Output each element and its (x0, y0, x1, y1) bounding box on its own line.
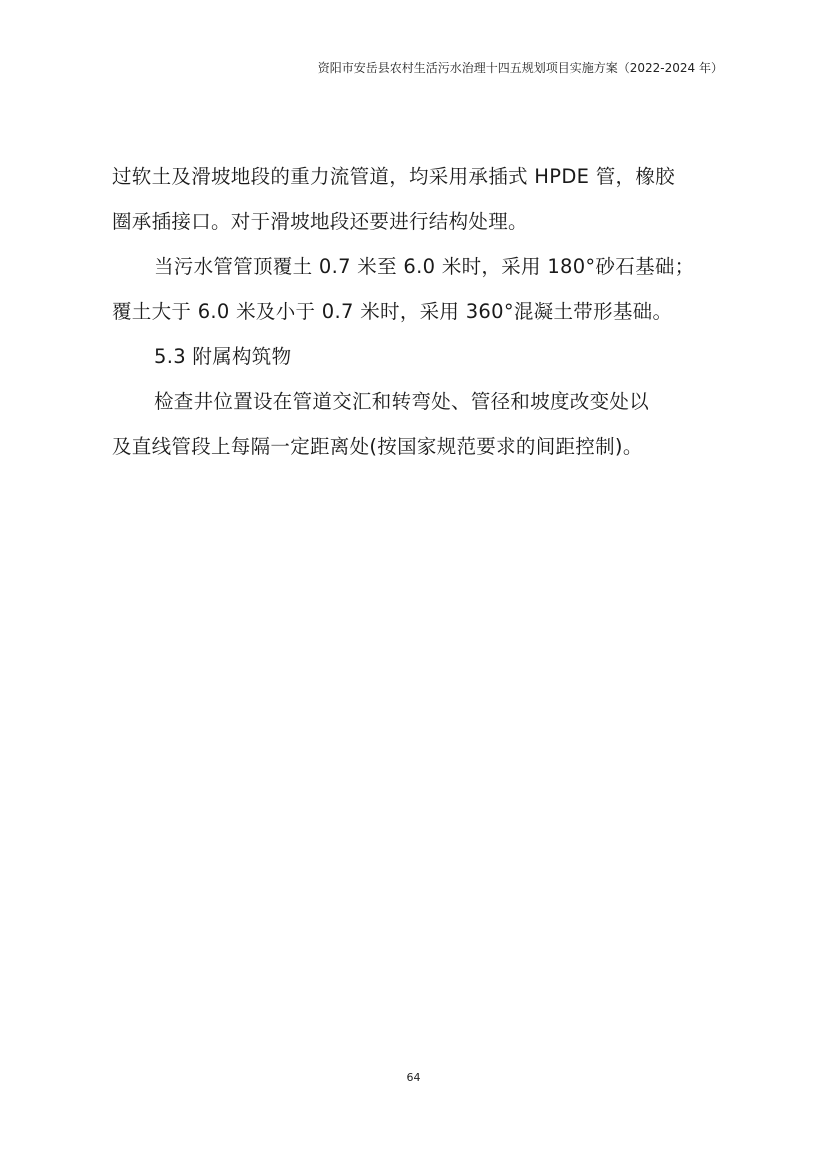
paragraph-line: 当污水管管顶覆土 0.7 米至 6.0 米时，采用 180°砂石基础； (154, 255, 695, 278)
paragraph-line: 及直线管段上每隔一定距离处(按国家规范要求的间距控制)。 (112, 435, 643, 458)
paragraph-line: 检查井位置设在管道交汇和转弯处、管径和坡度改变处以 (154, 390, 650, 413)
paragraph-line: 覆土大于 6.0 米及小于 0.7 米时，采用 360°混凝土带形基础。 (112, 300, 673, 323)
running-header: 资阳市安岳县农村生活污水治理十四五规划项目实施方案（2022-2024 年） (317, 61, 723, 75)
section-heading: 5.3 附属构筑物 (154, 345, 292, 368)
paragraph-line: 过软土及滑坡地段的重力流管道，均采用承插式 HPDE 管，橡胶 (112, 165, 675, 188)
body-text (112, 154, 718, 469)
paragraph-line: 圈承插接口。对于滑坡地段还要进行结构处理。 (112, 210, 528, 233)
page-number: 64 (406, 1071, 421, 1084)
